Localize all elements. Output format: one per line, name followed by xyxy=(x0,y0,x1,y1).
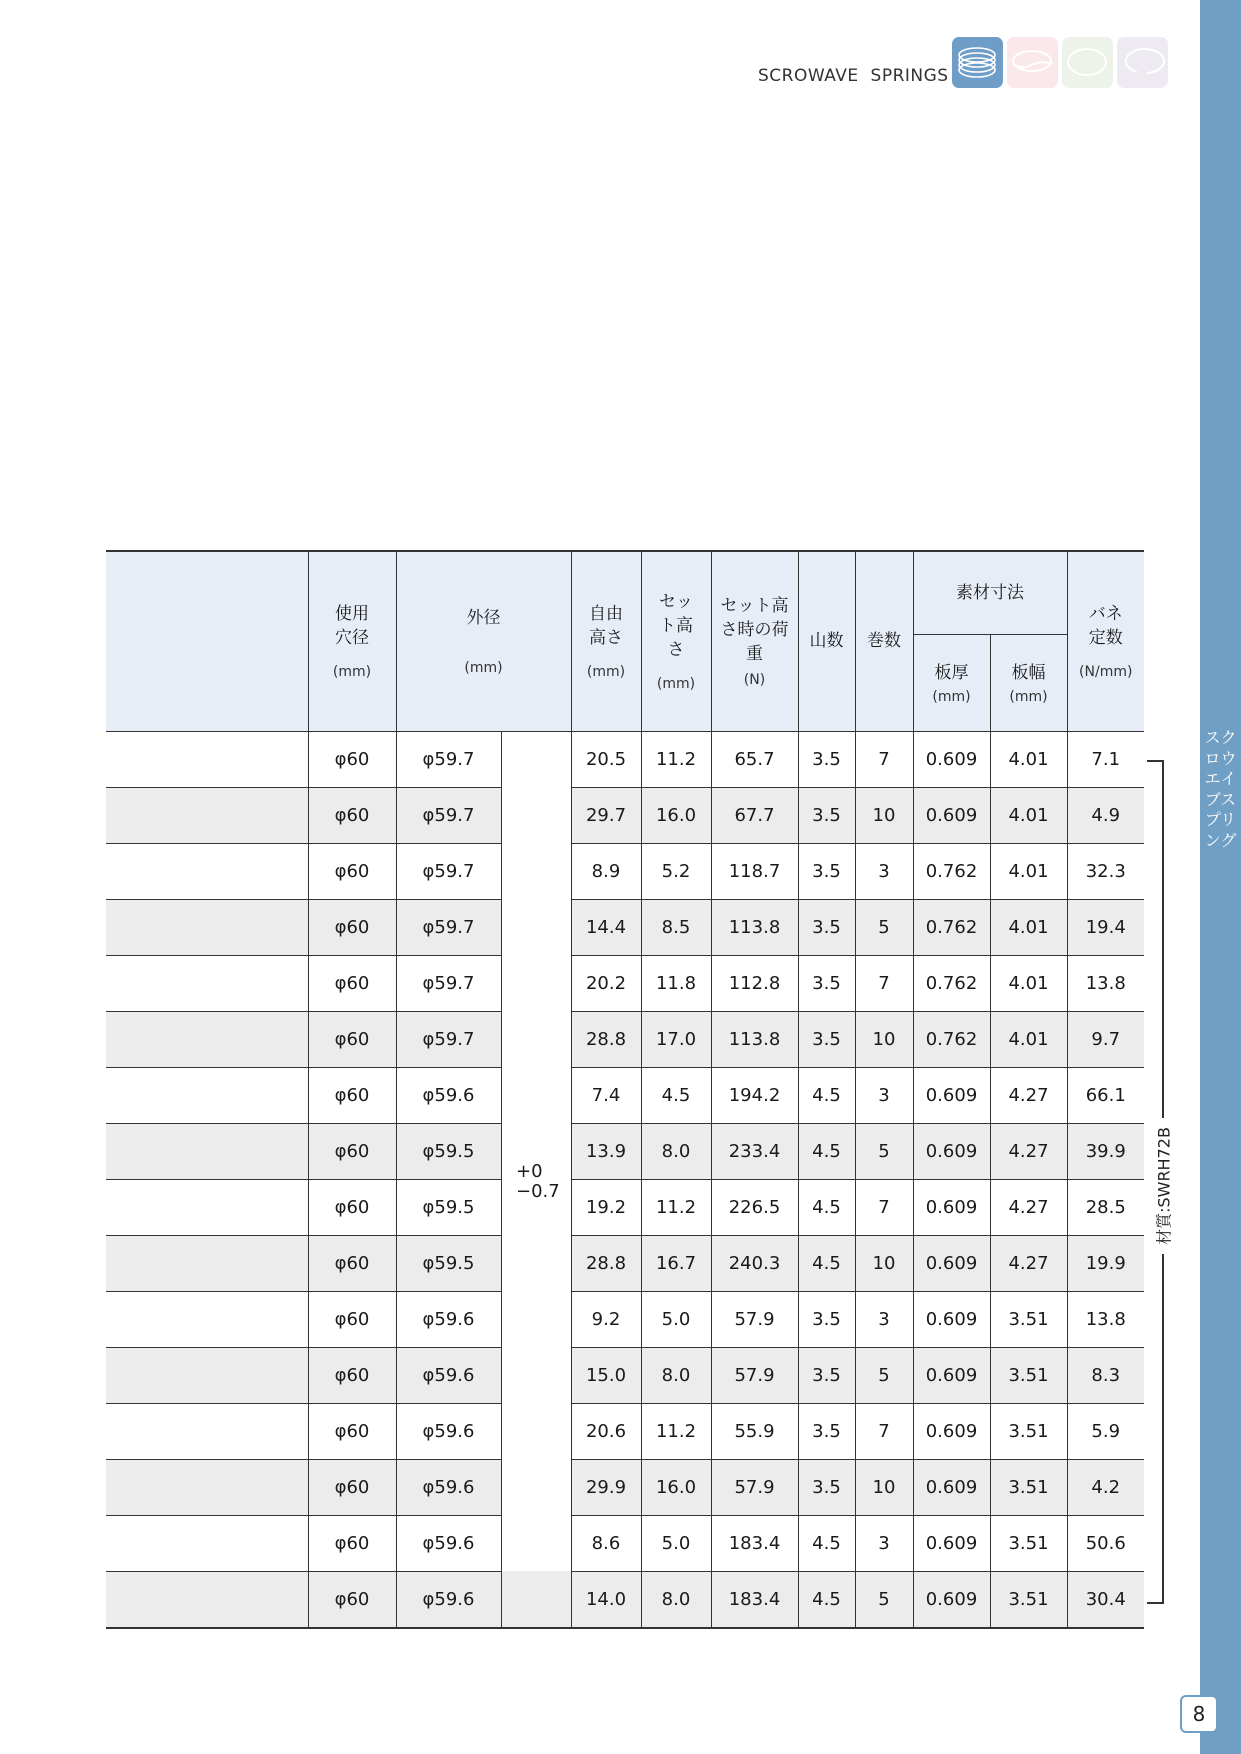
cell-rate: 19.4 xyxy=(1067,899,1144,955)
cell-set-load: 67.7 xyxy=(711,787,798,843)
outer-dia-tolerance xyxy=(516,1162,560,1202)
cell-set-load: 57.9 xyxy=(711,1347,798,1403)
cell-thickness: 0.609 xyxy=(913,1067,990,1123)
cell-set-height: 5.2 xyxy=(641,843,711,899)
cell-hole-dia: φ60 xyxy=(308,1403,396,1459)
cell-set-height: 8.0 xyxy=(641,1347,711,1403)
cell-free-height: 28.8 xyxy=(571,1235,641,1291)
side-vertical-title: スクロウエイブスプリング xyxy=(1204,728,1237,850)
cell-tolerance xyxy=(501,1459,571,1515)
cell-set-height: 8.0 xyxy=(641,1571,711,1628)
cell-width: 4.01 xyxy=(990,843,1067,899)
table-row xyxy=(106,1067,1144,1123)
cell-waves: 3.5 xyxy=(798,1011,855,1067)
cell-set-load: 65.7 xyxy=(711,731,798,787)
cell-rate: 32.3 xyxy=(1067,843,1144,899)
wave-ring-icon xyxy=(1007,37,1058,88)
cell-turns: 10 xyxy=(855,1235,913,1291)
cell-outer-dia: φ59.6 xyxy=(396,1291,501,1347)
header-width: 板幅 (mm) xyxy=(990,634,1067,731)
cell-tolerance xyxy=(501,843,571,899)
material-bracket-bottom xyxy=(1147,1602,1164,1604)
cell-hole-dia: φ60 xyxy=(308,1347,396,1403)
cell-waves: 4.5 xyxy=(798,1067,855,1123)
cell-rate: 7.1 xyxy=(1067,731,1144,787)
cell-free-height: 7.4 xyxy=(571,1067,641,1123)
row-blank-cell xyxy=(106,1403,308,1459)
cell-waves: 3.5 xyxy=(798,1347,855,1403)
cell-rate: 4.9 xyxy=(1067,787,1144,843)
cell-hole-dia: φ60 xyxy=(308,843,396,899)
cell-turns: 5 xyxy=(855,1347,913,1403)
cell-tolerance xyxy=(501,1515,571,1571)
row-blank-cell xyxy=(106,899,308,955)
cell-free-height: 8.6 xyxy=(571,1515,641,1571)
cell-rate: 13.8 xyxy=(1067,1291,1144,1347)
row-blank-cell xyxy=(106,1179,308,1235)
cell-thickness: 0.762 xyxy=(913,955,990,1011)
material-bracket-top xyxy=(1147,760,1164,762)
cell-rate: 28.5 xyxy=(1067,1179,1144,1235)
cell-width: 4.27 xyxy=(990,1067,1067,1123)
cell-hole-dia: φ60 xyxy=(308,1011,396,1067)
cell-set-load: 183.4 xyxy=(711,1515,798,1571)
cell-set-height: 16.7 xyxy=(641,1235,711,1291)
cell-width: 4.01 xyxy=(990,787,1067,843)
cell-thickness: 0.609 xyxy=(913,1347,990,1403)
header-blank xyxy=(106,551,308,731)
cell-waves: 3.5 xyxy=(798,899,855,955)
table-row xyxy=(106,955,1144,1011)
cell-hole-dia: φ60 xyxy=(308,1571,396,1628)
cell-turns: 7 xyxy=(855,955,913,1011)
cell-tolerance xyxy=(501,1235,571,1291)
cell-width: 3.51 xyxy=(990,1403,1067,1459)
cell-free-height: 15.0 xyxy=(571,1347,641,1403)
cell-set-height: 4.5 xyxy=(641,1067,711,1123)
cell-outer-dia: φ59.7 xyxy=(396,787,501,843)
cell-free-height: 20.6 xyxy=(571,1403,641,1459)
cell-thickness: 0.609 xyxy=(913,1123,990,1179)
cell-outer-dia: φ59.6 xyxy=(396,1403,501,1459)
table-row xyxy=(106,1459,1144,1515)
cell-set-load: 226.5 xyxy=(711,1179,798,1235)
cell-width: 4.01 xyxy=(990,899,1067,955)
cell-rate: 4.2 xyxy=(1067,1459,1144,1515)
spec-table xyxy=(106,550,1144,1629)
material-label: 材質:SWRH72B xyxy=(1148,1118,1178,1254)
cell-set-height: 5.0 xyxy=(641,1515,711,1571)
brand-title: SCROWAVE SPRINGS xyxy=(758,66,949,86)
cell-rate: 13.8 xyxy=(1067,955,1144,1011)
header-turns: 巻数 xyxy=(855,551,913,731)
cell-turns: 10 xyxy=(855,1011,913,1067)
cell-hole-dia: φ60 xyxy=(308,1235,396,1291)
cell-hole-dia: φ60 xyxy=(308,1459,396,1515)
header-hole-dia: 使用穴径 (mm) xyxy=(308,551,396,731)
cell-width: 3.51 xyxy=(990,1459,1067,1515)
table-row xyxy=(106,1179,1144,1235)
cell-outer-dia: φ59.5 xyxy=(396,1179,501,1235)
cell-free-height: 9.2 xyxy=(571,1291,641,1347)
tolerance-plus: +0 xyxy=(516,1161,543,1182)
cell-set-load: 57.9 xyxy=(711,1291,798,1347)
cell-thickness: 0.609 xyxy=(913,1179,990,1235)
table-row xyxy=(106,1011,1144,1067)
header-set-load: セット高さ時の荷重 (N) xyxy=(711,551,798,731)
table-row xyxy=(106,1347,1144,1403)
cell-rate: 66.1 xyxy=(1067,1067,1144,1123)
header-waves: 山数 xyxy=(798,551,855,731)
cell-outer-dia: φ59.7 xyxy=(396,899,501,955)
cell-hole-dia: φ60 xyxy=(308,1179,396,1235)
cell-tolerance xyxy=(501,731,571,787)
cell-tolerance xyxy=(501,1403,571,1459)
open-ring-icon xyxy=(1117,37,1168,88)
cell-turns: 3 xyxy=(855,1291,913,1347)
cell-thickness: 0.609 xyxy=(913,1571,990,1628)
cell-outer-dia: φ59.5 xyxy=(396,1123,501,1179)
cell-set-height: 11.2 xyxy=(641,1179,711,1235)
cell-thickness: 0.762 xyxy=(913,1011,990,1067)
cell-thickness: 0.762 xyxy=(913,843,990,899)
header-thickness: 板厚 (mm) xyxy=(913,634,990,731)
cell-rate: 9.7 xyxy=(1067,1011,1144,1067)
cell-free-height: 13.9 xyxy=(571,1123,641,1179)
cell-turns: 10 xyxy=(855,1459,913,1515)
cell-thickness: 0.762 xyxy=(913,899,990,955)
cell-free-height: 14.0 xyxy=(571,1571,641,1628)
cell-thickness: 0.609 xyxy=(913,731,990,787)
cell-set-load: 57.9 xyxy=(711,1459,798,1515)
cell-hole-dia: φ60 xyxy=(308,1291,396,1347)
row-blank-cell xyxy=(106,1291,308,1347)
cell-thickness: 0.609 xyxy=(913,1459,990,1515)
cell-set-height: 5.0 xyxy=(641,1291,711,1347)
cell-hole-dia: φ60 xyxy=(308,731,396,787)
cell-tolerance xyxy=(501,787,571,843)
cell-turns: 10 xyxy=(855,787,913,843)
cell-tolerance xyxy=(501,955,571,1011)
cell-set-height: 11.2 xyxy=(641,1403,711,1459)
cell-outer-dia: φ59.6 xyxy=(396,1067,501,1123)
cell-outer-dia: φ59.7 xyxy=(396,955,501,1011)
cell-free-height: 29.7 xyxy=(571,787,641,843)
cell-thickness: 0.609 xyxy=(913,1235,990,1291)
cell-turns: 5 xyxy=(855,1571,913,1628)
table-row xyxy=(106,787,1144,843)
cell-tolerance xyxy=(501,1347,571,1403)
cell-set-load: 183.4 xyxy=(711,1571,798,1628)
cell-outer-dia: φ59.5 xyxy=(396,1235,501,1291)
table-row xyxy=(106,1515,1144,1571)
cell-rate: 19.9 xyxy=(1067,1235,1144,1291)
cell-set-height: 16.0 xyxy=(641,787,711,843)
cell-turns: 3 xyxy=(855,1067,913,1123)
table-row xyxy=(106,1403,1144,1459)
cell-width: 4.01 xyxy=(990,1011,1067,1067)
cell-turns: 5 xyxy=(855,1123,913,1179)
cell-thickness: 0.609 xyxy=(913,1291,990,1347)
cell-width: 4.27 xyxy=(990,1123,1067,1179)
cell-waves: 3.5 xyxy=(798,1459,855,1515)
cell-free-height: 14.4 xyxy=(571,899,641,955)
cell-waves: 4.5 xyxy=(798,1235,855,1291)
cell-set-load: 118.7 xyxy=(711,843,798,899)
table-row xyxy=(106,843,1144,899)
row-blank-cell xyxy=(106,1347,308,1403)
row-blank-cell xyxy=(106,787,308,843)
cell-set-load: 233.4 xyxy=(711,1123,798,1179)
cell-tolerance xyxy=(501,1011,571,1067)
cell-turns: 7 xyxy=(855,731,913,787)
cell-set-load: 55.9 xyxy=(711,1403,798,1459)
header-free-height: 自由高さ (mm) xyxy=(571,551,641,731)
cell-hole-dia: φ60 xyxy=(308,787,396,843)
header-rate: バネ定数 (N/mm) xyxy=(1067,551,1144,731)
cell-set-load: 113.8 xyxy=(711,899,798,955)
cell-width: 3.51 xyxy=(990,1347,1067,1403)
cell-rate: 5.9 xyxy=(1067,1403,1144,1459)
cell-set-load: 240.3 xyxy=(711,1235,798,1291)
cell-set-height: 8.5 xyxy=(641,899,711,955)
cell-turns: 7 xyxy=(855,1403,913,1459)
cell-rate: 8.3 xyxy=(1067,1347,1144,1403)
cell-outer-dia: φ59.6 xyxy=(396,1571,501,1628)
cell-waves: 3.5 xyxy=(798,731,855,787)
cell-waves: 3.5 xyxy=(798,843,855,899)
cell-free-height: 20.5 xyxy=(571,731,641,787)
cell-set-height: 17.0 xyxy=(641,1011,711,1067)
cell-outer-dia: φ59.6 xyxy=(396,1515,501,1571)
side-band xyxy=(1200,0,1241,1754)
cell-width: 3.51 xyxy=(990,1515,1067,1571)
cell-set-height: 16.0 xyxy=(641,1459,711,1515)
cell-free-height: 8.9 xyxy=(571,843,641,899)
cell-hole-dia: φ60 xyxy=(308,1515,396,1571)
cell-free-height: 29.9 xyxy=(571,1459,641,1515)
table-row xyxy=(106,1571,1144,1628)
cell-rate: 30.4 xyxy=(1067,1571,1144,1628)
cell-hole-dia: φ60 xyxy=(308,1123,396,1179)
cell-set-load: 194.2 xyxy=(711,1067,798,1123)
cell-rate: 39.9 xyxy=(1067,1123,1144,1179)
cell-width: 4.01 xyxy=(990,955,1067,1011)
row-blank-cell xyxy=(106,1067,308,1123)
cell-free-height: 28.8 xyxy=(571,1011,641,1067)
cell-width: 3.51 xyxy=(990,1291,1067,1347)
cell-width: 4.27 xyxy=(990,1179,1067,1235)
table-row xyxy=(106,1235,1144,1291)
row-blank-cell xyxy=(106,1459,308,1515)
cell-set-height: 11.8 xyxy=(641,955,711,1011)
scrowave-spring-icon xyxy=(952,37,1003,88)
cell-set-load: 113.8 xyxy=(711,1011,798,1067)
table-row xyxy=(106,899,1144,955)
header-set-height: セット高さ (mm) xyxy=(641,551,711,731)
cell-waves: 3.5 xyxy=(798,787,855,843)
cell-waves: 4.5 xyxy=(798,1179,855,1235)
row-blank-cell xyxy=(106,1235,308,1291)
cell-waves: 4.5 xyxy=(798,1515,855,1571)
table-row xyxy=(106,731,1144,787)
cell-tolerance xyxy=(501,1571,571,1628)
cell-tolerance xyxy=(501,1067,571,1123)
cell-waves: 4.5 xyxy=(798,1571,855,1628)
cell-set-height: 8.0 xyxy=(641,1123,711,1179)
page-number: 8 xyxy=(1180,1695,1218,1733)
cell-waves: 3.5 xyxy=(798,955,855,1011)
cell-set-height: 11.2 xyxy=(641,731,711,787)
header-material: 素材寸法 xyxy=(913,551,1067,634)
cell-turns: 3 xyxy=(855,1515,913,1571)
row-blank-cell xyxy=(106,1123,308,1179)
cell-turns: 5 xyxy=(855,899,913,955)
row-blank-cell xyxy=(106,843,308,899)
cell-hole-dia: φ60 xyxy=(308,1067,396,1123)
cell-outer-dia: φ59.6 xyxy=(396,1347,501,1403)
cell-free-height: 20.2 xyxy=(571,955,641,1011)
table-row xyxy=(106,1291,1144,1347)
cell-turns: 7 xyxy=(855,1179,913,1235)
cell-outer-dia: φ59.6 xyxy=(396,1459,501,1515)
tolerance-minus: −0.7 xyxy=(516,1181,560,1202)
cell-outer-dia: φ59.7 xyxy=(396,843,501,899)
row-blank-cell xyxy=(106,1571,308,1628)
row-blank-cell xyxy=(106,731,308,787)
cell-hole-dia: φ60 xyxy=(308,955,396,1011)
cell-free-height: 19.2 xyxy=(571,1179,641,1235)
header-outer-dia: 外径 (mm) xyxy=(396,551,571,731)
cell-outer-dia: φ59.7 xyxy=(396,731,501,787)
cell-thickness: 0.609 xyxy=(913,1403,990,1459)
cell-thickness: 0.609 xyxy=(913,1515,990,1571)
cell-thickness: 0.609 xyxy=(913,787,990,843)
cell-tolerance xyxy=(501,1291,571,1347)
table-row xyxy=(106,1123,1144,1179)
cell-rate: 50.6 xyxy=(1067,1515,1144,1571)
cell-hole-dia: φ60 xyxy=(308,899,396,955)
row-blank-cell xyxy=(106,1011,308,1067)
cell-turns: 3 xyxy=(855,843,913,899)
cell-outer-dia: φ59.7 xyxy=(396,1011,501,1067)
cell-set-load: 112.8 xyxy=(711,955,798,1011)
cell-width: 4.27 xyxy=(990,1235,1067,1291)
row-blank-cell xyxy=(106,955,308,1011)
cell-waves: 3.5 xyxy=(798,1291,855,1347)
row-blank-cell xyxy=(106,1515,308,1571)
cell-waves: 4.5 xyxy=(798,1123,855,1179)
cell-width: 3.51 xyxy=(990,1571,1067,1628)
cell-waves: 3.5 xyxy=(798,1403,855,1459)
cell-tolerance xyxy=(501,899,571,955)
ring-icon xyxy=(1062,37,1113,88)
cell-width: 4.01 xyxy=(990,731,1067,787)
